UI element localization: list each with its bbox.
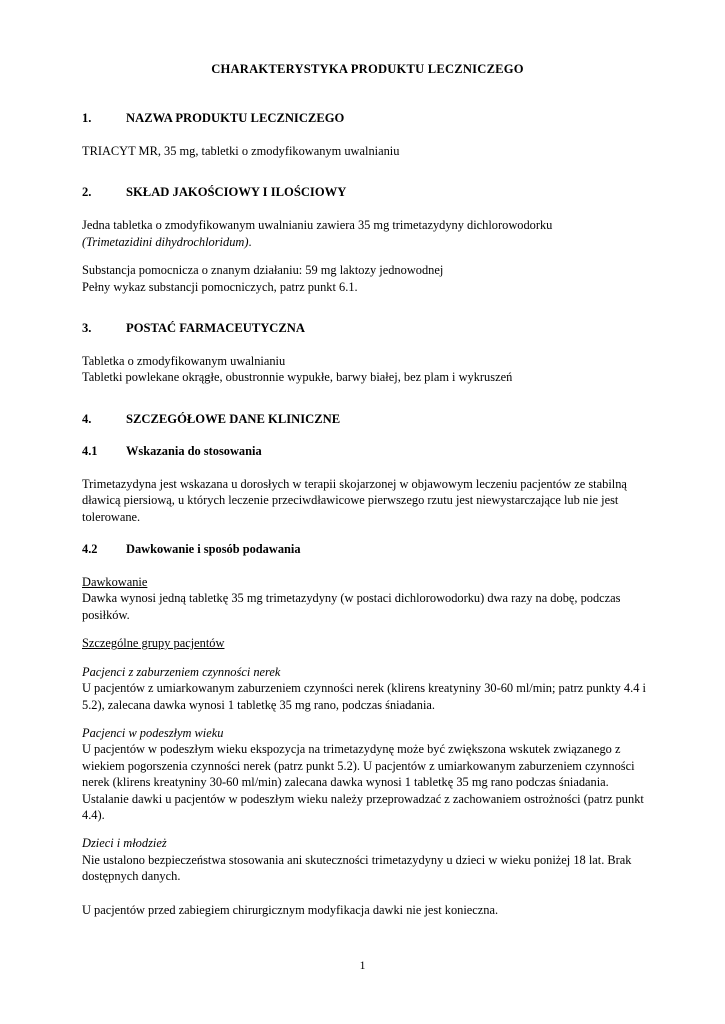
block-label-dawkowanie: Dawkowanie: [82, 575, 148, 590]
latin-name: (Trimetazidini dihydrochloridum): [82, 234, 249, 249]
page-title: CHARAKTERYSTYKA PRODUKTU LECZNICZEGO: [211, 62, 524, 76]
subsection-4-1-paragraph: Trimetazydyna jest wskazana u dorosłych w terapii skojarzonej w objawowym leczeniu pacjentów ze stabilną dławicą piersiową, u których leczenie przeciwdławicowe pierwszego rzutu jest niewystarczające lub nie jest tolerowane.: [82, 476, 627, 524]
section-number-1: 1.: [82, 111, 92, 125]
subsection-title-4-1: Wskazania do stosowania: [126, 443, 262, 458]
section-2-paragraph-1: Jedna tabletka o zmodyfikowanym uwalnianiu zawiera 35 mg trimetazydyny dichlorowodorku: [82, 218, 553, 233]
subsection-number-4-1: 4.1: [82, 443, 98, 458]
block-label-nerki: Pacjenci z zaburzeniem czynności nerek: [82, 664, 281, 679]
section-heading-4: [82, 412, 653, 427]
subsection-title-4-2: Dawkowanie i sposób podawania: [126, 542, 301, 557]
section-1-paragraph-1: TRIACYT MR, 35 mg, tabletki o zmodyfikowanym uwalnianiu: [82, 144, 400, 158]
section-heading-3: [82, 321, 653, 336]
section-2-paragraph-4: Pełny wykaz substancji pomocniczych, patrz punkt 6.1.: [82, 279, 358, 294]
section-title-2: SKŁAD JAKOŚCIOWY I ILOŚCIOWY: [126, 185, 347, 200]
section-2-paragraph-3: Substancja pomocnicza o znanym działaniu: 59 mg laktozy jednowodnej: [82, 263, 444, 278]
subsection-heading-4-1: [82, 444, 653, 459]
page-number: 1: [359, 959, 366, 972]
section-3-paragraph-1: Tabletka o zmodyfikowanym uwalnianiu: [82, 354, 286, 369]
section-heading-1: [82, 111, 653, 126]
block-label-podeszly-wiek: Pacjenci w podeszłym wieku: [82, 725, 224, 740]
section-title-4: SZCZEGÓŁOWE DANE KLINICZNE: [126, 411, 341, 426]
section-number-3: 3.: [82, 321, 92, 336]
subsection-4-2-closing: U pacjentów przed zabiegiem chirurgicznym modyfikacja dawki nie jest konieczna.: [82, 902, 499, 917]
section-title-3: POSTAĆ FARMACEUTYCZNA: [126, 321, 305, 336]
subsection-heading-4-2: [82, 542, 653, 557]
block-text-dawkowanie: Dawka wynosi jedną tabletkę 35 mg trimetazydyny (w postaci dichlorowodorku) dwa razy na dobę, podczas posiłków.: [82, 591, 621, 622]
block-label-szczegolne-grupy: Szczególne grupy pacjentów: [82, 636, 225, 651]
section-3-paragraph-2: Tabletki powlekane okrągłe, obustronnie wypukłe, barwy białej, bez plam i wykruszeń: [82, 370, 513, 385]
block-text-dzieci: Nie ustalono bezpieczeństwa stosowania ani skuteczności trimetazydyny u dzieci w wieku poniżej 18 lat. Brak dostępnych danych.: [82, 852, 632, 884]
section-number-4: 4.: [82, 411, 92, 426]
section-2-paragraph-2: (Trimetazidini dihydrochloridum).: [82, 234, 252, 249]
block-text-podeszly-wiek: U pacjentów w podeszłym wieku ekspozycja na trimetazydynę może być zwiększona wskutek związanego z wiekiem pogorszenia czynności nerek (patrz punkt 5.2). U pacjentów z umiarkowanym zaburzeniem czynności nerek (klirens kreatyniny 30-60 ml/min) zalecana dawka wynosi 1 tabletkę 35 mg rano podczas śniadania. Ustalanie dawki u pacjentów w podeszłym wieku należy przeprowadzać z zachowaniem ostrożności (patrz punkt 4.4).: [82, 742, 644, 822]
section-heading-2: [82, 185, 653, 200]
block-label-dzieci: Dzieci i młodzież: [82, 836, 167, 851]
section-number-2: 2.: [82, 185, 92, 200]
subsection-number-4-2: 4.2: [82, 542, 98, 557]
block-text-nerki: U pacjentów z umiarkowanym zaburzeniem czynności nerek (klirens kreatyniny 30-60 ml/min; patrz punkty 4.4 i 5.2), zalecana dawka wynosi 1 tabletkę 35 mg rano, podczas śniadania.: [82, 681, 646, 712]
section-title-1: NAZWA PRODUKTU LECZNICZEGO: [126, 111, 345, 125]
